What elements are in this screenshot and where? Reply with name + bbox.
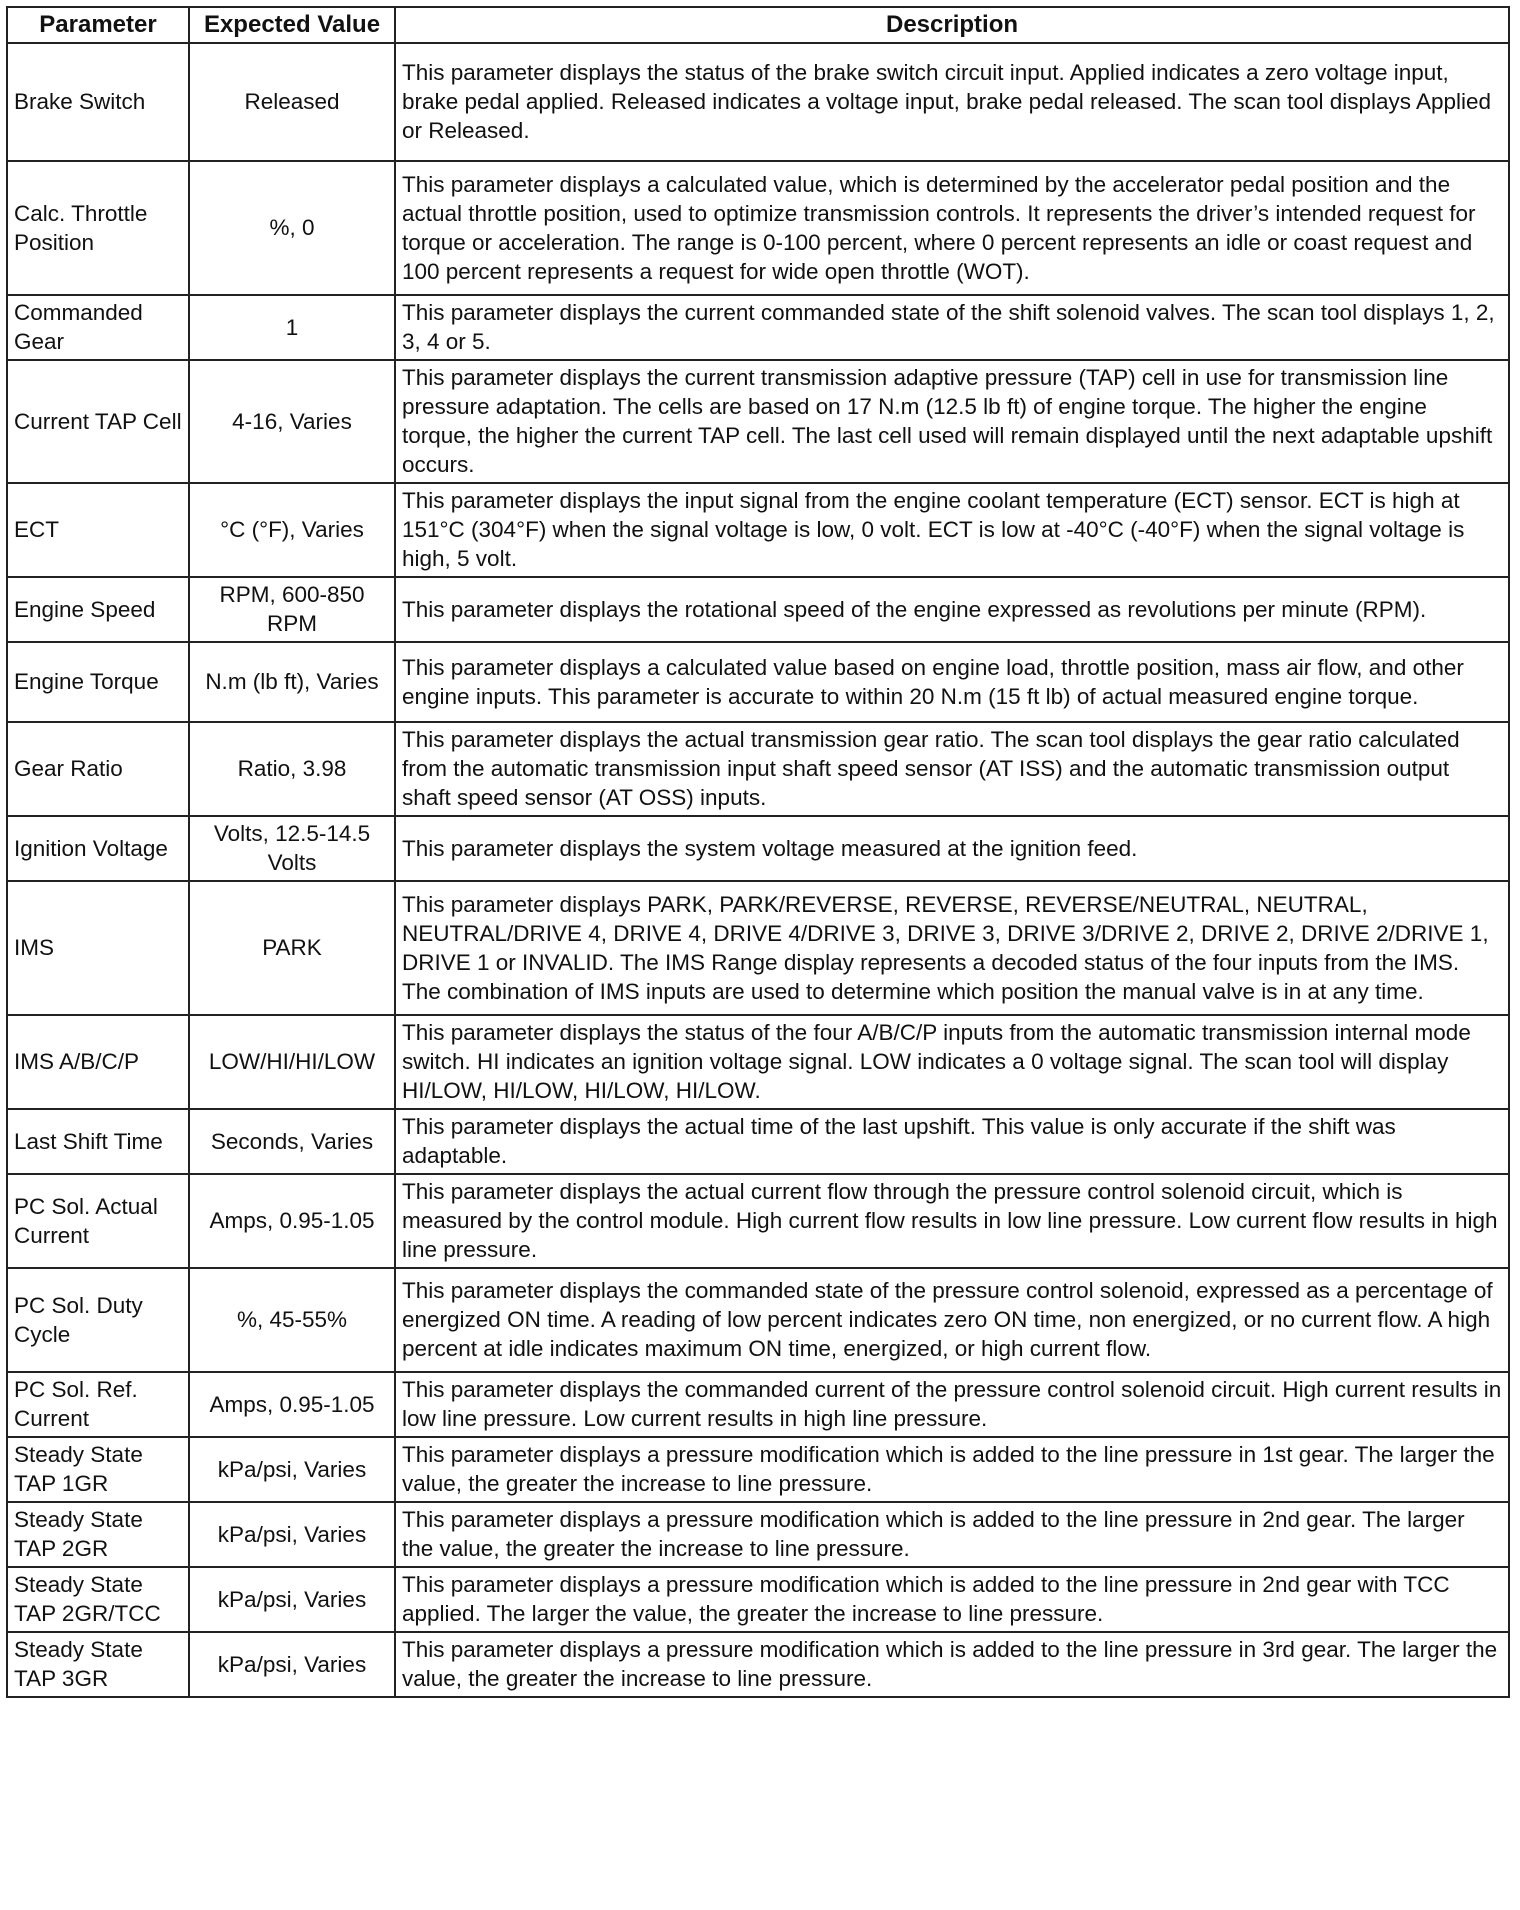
parameter-cell: PC Sol. Actual Current [7, 1174, 189, 1268]
table-row [7, 1268, 1509, 1372]
parameter-cell: Engine Torque [7, 642, 189, 722]
table-row [7, 1502, 1509, 1567]
expected-value-cell: Amps, 0.95-1.05 [189, 1174, 395, 1268]
table-row [7, 1015, 1509, 1109]
parameter-cell: Gear Ratio [7, 722, 189, 816]
expected-value-cell: Amps, 0.95-1.05 [189, 1372, 395, 1437]
parameter-cell: Ignition Voltage [7, 816, 189, 881]
parameter-cell: Calc. Throttle Position [7, 161, 189, 295]
description-cell: This parameter displays a pressure modification which is added to the line pressure in 1st gear. The larger the value, the greater the increase to line pressure. [395, 1437, 1509, 1502]
table-row [7, 1372, 1509, 1437]
description-cell: This parameter displays the actual current flow through the pressure control solenoid circuit, which is measured by the control module. High current flow results in low line pressure. Low current flow results in high line pressure. [395, 1174, 1509, 1268]
parameter-cell: Last Shift Time [7, 1109, 189, 1174]
table-row [7, 1174, 1509, 1268]
expected-value-cell: N.m (lb ft), Varies [189, 642, 395, 722]
description-cell: This parameter displays PARK, PARK/REVERSE, REVERSE, REVERSE/NEUTRAL, NEUTRAL, NEUTRAL/DRIVE 4, DRIVE 4, DRIVE 4/DRIVE 3, DRIVE 3, DRIVE 3/DRIVE 2, DRIVE 2, DRIVE 2/DRIVE 1, DRIVE 1 or INVALID. The IMS Range display represents a decoded status of the four inputs from the IMS. The combination of IMS inputs are used to determine which position the manual valve is in at any time. [395, 881, 1509, 1015]
expected-value-cell: RPM, 600-850 RPM [189, 577, 395, 642]
table-row [7, 816, 1509, 881]
description-cell: This parameter displays a calculated value based on engine load, throttle position, mass air flow, and other engine inputs. This parameter is accurate to within 20 N.m (15 ft lb) of actual measured engine torque. [395, 642, 1509, 722]
expected-value-cell: LOW/HI/HI/LOW [189, 1015, 395, 1109]
parameter-cell: IMS [7, 881, 189, 1015]
expected-value-cell: kPa/psi, Varies [189, 1502, 395, 1567]
expected-value-cell: Volts, 12.5-14.5 Volts [189, 816, 395, 881]
description-cell: This parameter displays the input signal from the engine coolant temperature (ECT) sensor. ECT is high at 151°C (304°F) when the signal voltage is low, 0 volt. ECT is low at -40°C (-40°F) when the signal voltage is high, 5 volt. [395, 483, 1509, 577]
expected-value-cell: Ratio, 3.98 [189, 722, 395, 816]
table-row [7, 483, 1509, 577]
description-cell: This parameter displays a pressure modification which is added to the line pressure in 2nd gear. The larger the value, the greater the increase to line pressure. [395, 1502, 1509, 1567]
parameter-cell: PC Sol. Ref. Current [7, 1372, 189, 1437]
table-row [7, 642, 1509, 722]
table-row [7, 1632, 1509, 1697]
expected-value-cell: kPa/psi, Varies [189, 1632, 395, 1697]
expected-value-cell: Seconds, Varies [189, 1109, 395, 1174]
parameter-cell: PC Sol. Duty Cycle [7, 1268, 189, 1372]
table-header [7, 7, 1509, 43]
parameter-cell: Commanded Gear [7, 295, 189, 360]
header-row [7, 7, 1509, 43]
parameter-cell: Steady State TAP 2GR [7, 1502, 189, 1567]
description-cell: This parameter displays the system voltage measured at the ignition feed. [395, 816, 1509, 881]
expected-value-cell: °C (°F), Varies [189, 483, 395, 577]
table-body [7, 43, 1509, 1697]
table-row [7, 43, 1509, 161]
parameter-cell: Current TAP Cell [7, 360, 189, 483]
parameter-table [6, 6, 1510, 1698]
expected-value-cell: %, 45-55% [189, 1268, 395, 1372]
expected-value-cell: %, 0 [189, 161, 395, 295]
description-cell: This parameter displays a pressure modification which is added to the line pressure in 3rd gear. The larger the value, the greater the increase to line pressure. [395, 1632, 1509, 1697]
expected-value-cell: kPa/psi, Varies [189, 1437, 395, 1502]
expected-value-cell: kPa/psi, Varies [189, 1567, 395, 1632]
expected-value-cell: 4-16, Varies [189, 360, 395, 483]
table-row [7, 161, 1509, 295]
description-cell: This parameter displays a pressure modification which is added to the line pressure in 2nd gear with TCC applied. The larger the value, the greater the increase to line pressure. [395, 1567, 1509, 1632]
parameter-cell: IMS A/B/C/P [7, 1015, 189, 1109]
table-row [7, 881, 1509, 1015]
description-cell: This parameter displays the status of the brake switch circuit input. Applied indicates a zero voltage input, brake pedal applied. Released indicates a voltage input, brake pedal released. The scan tool displays Applied or Released. [395, 43, 1509, 161]
description-cell: This parameter displays the actual time of the last upshift. This value is only accurate if the shift was adaptable. [395, 1109, 1509, 1174]
parameter-cell: ECT [7, 483, 189, 577]
table-row [7, 1567, 1509, 1632]
parameter-cell: Steady State TAP 2GR/TCC [7, 1567, 189, 1632]
table-row [7, 1437, 1509, 1502]
description-cell: This parameter displays the actual transmission gear ratio. The scan tool displays the gear ratio calculated from the automatic transmission input shaft speed sensor (AT ISS) and the automatic transmission output shaft speed sensor (AT OSS) inputs. [395, 722, 1509, 816]
table-row [7, 360, 1509, 483]
header-parameter: Parameter [7, 7, 189, 43]
table-row [7, 577, 1509, 642]
expected-value-cell: 1 [189, 295, 395, 360]
table-row [7, 722, 1509, 816]
parameter-cell: Engine Speed [7, 577, 189, 642]
expected-value-cell: PARK [189, 881, 395, 1015]
description-cell: This parameter displays the current commanded state of the shift solenoid valves. The scan tool displays 1, 2, 3, 4 or 5. [395, 295, 1509, 360]
description-cell: This parameter displays the commanded state of the pressure control solenoid, expressed as a percentage of energized ON time. A reading of low percent indicates zero ON time, non energized, or no current flow. A high percent at idle indicates maximum ON time, energized, or high current flow. [395, 1268, 1509, 1372]
description-cell: This parameter displays the status of the four A/B/C/P inputs from the automatic transmission internal mode switch. HI indicates an ignition voltage signal. LOW indicates a 0 voltage signal. The scan tool will display HI/LOW, HI/LOW, HI/LOW, HI/LOW. [395, 1015, 1509, 1109]
table-row [7, 295, 1509, 360]
parameter-cell: Steady State TAP 1GR [7, 1437, 189, 1502]
description-cell: This parameter displays a calculated value, which is determined by the accelerator pedal position and the actual throttle position, used to optimize transmission controls. It represents the driver’s intended request for torque or acceleration. The range is 0-100 percent, where 0 percent represents an idle or coast request and 100 percent represents a request for wide open throttle (WOT). [395, 161, 1509, 295]
document-page [6, 6, 1508, 1698]
parameter-cell: Brake Switch [7, 43, 189, 161]
description-cell: This parameter displays the current transmission adaptive pressure (TAP) cell in use for transmission line pressure adaptation. The cells are based on 17 N.m (12.5 lb ft) of engine torque. The higher the engine torque, the higher the current TAP cell. The last cell used will remain displayed until the next adaptable upshift occurs. [395, 360, 1509, 483]
parameter-cell: Steady State TAP 3GR [7, 1632, 189, 1697]
description-cell: This parameter displays the rotational speed of the engine expressed as revolutions per minute (RPM). [395, 577, 1509, 642]
header-expected-value: Expected Value [189, 7, 395, 43]
header-description: Description [395, 7, 1509, 43]
table-row [7, 1109, 1509, 1174]
description-cell: This parameter displays the commanded current of the pressure control solenoid circuit. High current results in low line pressure. Low current results in high line pressure. [395, 1372, 1509, 1437]
expected-value-cell: Released [189, 43, 395, 161]
